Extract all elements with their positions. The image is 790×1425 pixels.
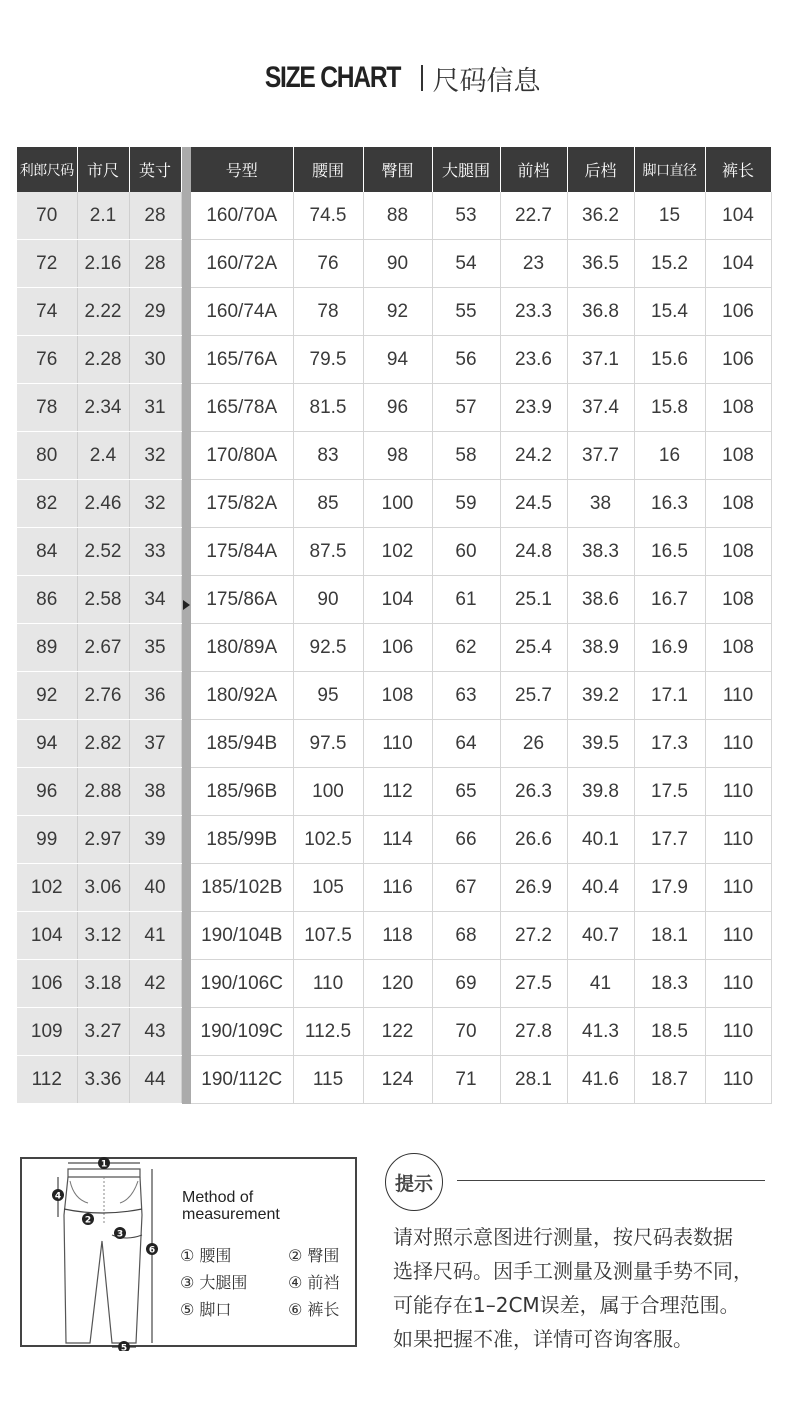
table-cell: 110 [705,864,771,912]
table-cell: 24.8 [500,528,567,576]
table-cell: 23.6 [500,336,567,384]
legend-hip: ② 臀围 [288,1246,340,1265]
table-cell: 18.1 [634,912,705,960]
table-cell: 63 [432,672,500,720]
table-cell: 70 [432,1008,500,1056]
table-cell: 23.3 [500,288,567,336]
table-cell: 3.12 [77,912,129,960]
table-cell: 41.3 [567,1008,634,1056]
row-divider [181,1056,191,1104]
table-cell: 76 [293,240,363,288]
table-cell: 110 [363,720,432,768]
table-cell: 112 [17,1056,77,1104]
table-cell: 109 [17,1008,77,1056]
table-cell: 105 [293,864,363,912]
row-divider [181,240,191,288]
header-model: 号型 [191,147,293,192]
measurement-title-line1: Method of [182,1189,254,1206]
table-cell: 110 [705,816,771,864]
measurement-box [20,1157,357,1351]
table-row [17,1008,771,1056]
table-cell: 25.7 [500,672,567,720]
table-cell: 36.8 [567,288,634,336]
table-cell: 55 [432,288,500,336]
table-cell: 82 [17,480,77,528]
table-cell: 15.2 [634,240,705,288]
table-cell: 65 [432,768,500,816]
table-cell: 102 [17,864,77,912]
table-cell: 95 [293,672,363,720]
table-cell: 40.1 [567,816,634,864]
table-cell: 2.76 [77,672,129,720]
table-cell: 76 [17,336,77,384]
table-cell: 16.9 [634,624,705,672]
table-cell: 2.88 [77,768,129,816]
table-row [17,960,771,1008]
svg-text:2: 2 [84,1215,92,1226]
table-cell: 36 [129,672,181,720]
table-cell: 92 [363,288,432,336]
table-cell: 40.7 [567,912,634,960]
table-cell: 104 [363,576,432,624]
table-cell: 185/96B [191,768,293,816]
table-cell: 108 [705,432,771,480]
table-cell: 3.06 [77,864,129,912]
table-cell: 165/76A [191,336,293,384]
row-divider [181,816,191,864]
table-cell: 99 [17,816,77,864]
table-cell: 34 [129,576,181,624]
table-cell: 38.6 [567,576,634,624]
table-cell: 38.9 [567,624,634,672]
legend-hem: ⑤ 脚口 [180,1300,232,1319]
table-cell: 2.58 [77,576,129,624]
table-cell: 24.2 [500,432,567,480]
title-english: SIZE CHART [264,61,400,94]
table-cell: 28 [129,240,181,288]
marker-1 [98,1157,110,1170]
table-cell: 18.3 [634,960,705,1008]
table-cell: 110 [705,672,771,720]
table-row [17,912,771,960]
legend-thigh: ③ 大腿围 [180,1273,248,1292]
table-row [17,192,771,240]
table-cell: 15.8 [634,384,705,432]
table-cell: 38 [567,480,634,528]
legend-length: ⑥ 裤长 [288,1300,340,1319]
table-cell: 17.5 [634,768,705,816]
table-cell: 110 [705,720,771,768]
table-cell: 108 [705,576,771,624]
table-cell: 92.5 [293,624,363,672]
table-cell: 25.1 [500,576,567,624]
table-cell: 106 [363,624,432,672]
table-cell: 114 [363,816,432,864]
table-row [17,288,771,336]
table-row [17,768,771,816]
marker-6 [146,1243,158,1256]
table-cell: 112.5 [293,1008,363,1056]
table-cell: 54 [432,240,500,288]
table-cell: 110 [705,912,771,960]
legend-front-rise: ④ 前裆 [288,1273,340,1292]
table-cell: 36.2 [567,192,634,240]
table-cell: 122 [363,1008,432,1056]
table-cell: 2.16 [77,240,129,288]
table-cell: 190/109C [191,1008,293,1056]
table-cell: 185/99B [191,816,293,864]
table-cell: 41 [129,912,181,960]
table-row [17,336,771,384]
table-cell: 18.7 [634,1056,705,1104]
table-cell: 165/78A [191,384,293,432]
pants-diagram [28,1155,168,1351]
table-cell: 106 [17,960,77,1008]
table-cell: 16.5 [634,528,705,576]
table-cell: 3.18 [77,960,129,1008]
header-shichi: 市尺 [77,147,129,192]
table-cell: 81.5 [293,384,363,432]
table-cell: 106 [705,336,771,384]
table-cell: 160/70A [191,192,293,240]
table-cell: 2.22 [77,288,129,336]
row-divider [181,672,191,720]
table-row [17,528,771,576]
title-separator [421,65,423,91]
table-cell: 36.5 [567,240,634,288]
table-cell: 3.27 [77,1008,129,1056]
table-cell: 17.1 [634,672,705,720]
table-row [17,720,771,768]
table-cell: 175/84A [191,528,293,576]
table-cell: 53 [432,192,500,240]
table-cell: 27.5 [500,960,567,1008]
table-cell: 2.1 [77,192,129,240]
table-cell: 74 [17,288,77,336]
table-cell: 108 [705,624,771,672]
table-cell: 2.28 [77,336,129,384]
table-cell: 110 [705,1008,771,1056]
table-cell: 70 [17,192,77,240]
table-cell: 40.4 [567,864,634,912]
table-cell: 44 [129,1056,181,1104]
table-cell: 85 [293,480,363,528]
table-cell: 15.4 [634,288,705,336]
tips-line-2: 选择尺码。因手工测量及测量手势不同， [393,1259,753,1283]
legend-waist: ① 腰围 [180,1246,232,1265]
measurement-legend [180,1243,378,1320]
table-header-row [17,147,771,192]
table-cell: 83 [293,432,363,480]
table-cell: 190/106C [191,960,293,1008]
table-cell: 23 [500,240,567,288]
row-divider [181,384,191,432]
table-cell: 64 [432,720,500,768]
table-cell: 15.6 [634,336,705,384]
table-cell: 110 [705,1056,771,1104]
table-cell: 118 [363,912,432,960]
table-cell: 37 [129,720,181,768]
table-cell: 25.4 [500,624,567,672]
table-cell: 110 [705,768,771,816]
table-cell: 59 [432,480,500,528]
table-cell: 35 [129,624,181,672]
table-cell: 72 [17,240,77,288]
table-cell: 94 [363,336,432,384]
row-divider [181,432,191,480]
table-cell: 87.5 [293,528,363,576]
row-divider [181,192,191,240]
table-cell: 78 [293,288,363,336]
table-cell: 170/80A [191,432,293,480]
table-cell: 24.5 [500,480,567,528]
table-cell: 41.6 [567,1056,634,1104]
table-cell: 2.4 [77,432,129,480]
table-cell: 190/112C [191,1056,293,1104]
page-title [0,56,790,100]
row-divider [181,480,191,528]
table-cell: 61 [432,576,500,624]
table-cell: 100 [363,480,432,528]
table-cell: 69 [432,960,500,1008]
table-cell: 98 [363,432,432,480]
table-cell: 16.3 [634,480,705,528]
table-row [17,1056,771,1104]
table-cell: 92 [17,672,77,720]
table-row [17,480,771,528]
table-cell: 84 [17,528,77,576]
header-length: 裤长 [705,147,771,192]
table-row [17,672,771,720]
table-row [17,624,771,672]
header-divider [181,147,191,192]
table-cell: 89 [17,624,77,672]
table-cell: 110 [293,960,363,1008]
marker-2 [82,1213,94,1226]
table-cell: 160/74A [191,288,293,336]
svg-text:3: 3 [116,1229,124,1240]
tips-label: 提示 [385,1153,443,1211]
header-waist: 腰围 [293,147,363,192]
table-cell: 104 [705,240,771,288]
table-row [17,384,771,432]
table-cell: 60 [432,528,500,576]
table-row [17,816,771,864]
table-cell: 26.6 [500,816,567,864]
header-thigh: 大腿围 [432,147,500,192]
table-cell: 66 [432,816,500,864]
table-cell: 97.5 [293,720,363,768]
table-cell: 62 [432,624,500,672]
table-cell: 26.9 [500,864,567,912]
svg-text:5: 5 [120,1343,128,1351]
measurement-title [182,1189,280,1223]
table-cell: 32 [129,480,181,528]
table-cell: 18.5 [634,1008,705,1056]
table-cell: 185/102B [191,864,293,912]
svg-text:4: 4 [54,1191,62,1202]
table-cell: 16 [634,432,705,480]
table-cell: 96 [17,768,77,816]
table-cell: 2.46 [77,480,129,528]
table-cell: 71 [432,1056,500,1104]
table-cell: 39.5 [567,720,634,768]
table-cell: 108 [363,672,432,720]
table-cell: 104 [17,912,77,960]
table-cell: 38.3 [567,528,634,576]
table-cell: 175/86A [191,576,293,624]
svg-text:6: 6 [148,1245,156,1256]
row-divider [181,1008,191,1056]
table-cell: 39.2 [567,672,634,720]
table-cell: 107.5 [293,912,363,960]
row-divider [181,288,191,336]
tips-text [393,1220,788,1356]
table-cell: 102 [363,528,432,576]
table-cell: 88 [363,192,432,240]
table-cell: 190/104B [191,912,293,960]
table-cell: 96 [363,384,432,432]
table-cell: 185/94B [191,720,293,768]
table-cell: 108 [705,528,771,576]
table-cell: 26.3 [500,768,567,816]
table-cell: 16.7 [634,576,705,624]
table-cell: 17.7 [634,816,705,864]
title-chinese: 尺码信息 [432,65,541,97]
table-cell: 80 [17,432,77,480]
table-cell: 110 [705,960,771,1008]
header-inch: 英寸 [129,147,181,192]
header-front-rise: 前档 [500,147,567,192]
table-row [17,432,771,480]
table-cell: 56 [432,336,500,384]
table-cell: 28 [129,192,181,240]
table-cell: 15 [634,192,705,240]
row-divider [181,528,191,576]
table-cell: 160/72A [191,240,293,288]
header-hip: 臀围 [363,147,432,192]
table-cell: 58 [432,432,500,480]
row-divider [181,768,191,816]
table-cell: 37.7 [567,432,634,480]
table-cell: 27.2 [500,912,567,960]
table-cell: 43 [129,1008,181,1056]
table-cell: 37.4 [567,384,634,432]
tips-line-3: 可能存在1–2CM误差，属于合理范围。 [393,1293,740,1317]
row-divider [181,960,191,1008]
row-divider [181,336,191,384]
table-cell: 108 [705,384,771,432]
table-cell: 41 [567,960,634,1008]
table-row [17,864,771,912]
table-cell: 175/82A [191,480,293,528]
table-cell: 180/92A [191,672,293,720]
table-cell: 26 [500,720,567,768]
table-cell: 39 [129,816,181,864]
table-cell: 68 [432,912,500,960]
table-cell: 42 [129,960,181,1008]
table-cell: 2.67 [77,624,129,672]
table-cell: 79.5 [293,336,363,384]
row-divider [181,624,191,672]
table-cell: 57 [432,384,500,432]
table-cell: 40 [129,864,181,912]
table-cell: 2.97 [77,816,129,864]
header-hem-diameter: 脚口直径 [634,147,705,192]
table-cell: 23.9 [500,384,567,432]
table-row [17,240,771,288]
table-cell: 120 [363,960,432,1008]
table-cell: 3.36 [77,1056,129,1104]
table-cell: 108 [705,480,771,528]
table-cell: 17.3 [634,720,705,768]
table-cell: 116 [363,864,432,912]
table-cell: 37.1 [567,336,634,384]
row-divider [181,912,191,960]
table-cell: 32 [129,432,181,480]
table-cell: 39.8 [567,768,634,816]
table-cell: 90 [293,576,363,624]
table-cell: 94 [17,720,77,768]
table-cell: 180/89A [191,624,293,672]
row-divider [181,720,191,768]
table-cell: 2.82 [77,720,129,768]
table-cell: 31 [129,384,181,432]
header-lilang-size: 利郎尺码 [17,147,77,192]
svg-text:1: 1 [100,1159,108,1170]
tips-line-1: 请对照示意图进行测量，按尺码表数据 [393,1225,733,1249]
row-divider [181,864,191,912]
table-cell: 33 [129,528,181,576]
table-cell: 38 [129,768,181,816]
table-cell: 22.7 [500,192,567,240]
size-table [17,147,772,1104]
table-cell: 74.5 [293,192,363,240]
table-cell: 2.34 [77,384,129,432]
table-cell: 90 [363,240,432,288]
table-cell: 67 [432,864,500,912]
table-cell: 17.9 [634,864,705,912]
table-cell: 29 [129,288,181,336]
table-cell: 28.1 [500,1056,567,1104]
table-cell: 115 [293,1056,363,1104]
table-cell: 78 [17,384,77,432]
table-row [17,576,771,624]
table-cell: 27.8 [500,1008,567,1056]
table-cell: 106 [705,288,771,336]
table-cell: 102.5 [293,816,363,864]
table-cell: 104 [705,192,771,240]
table-cell: 124 [363,1056,432,1104]
marker-4 [52,1189,64,1202]
row-marker-arrow [183,600,190,610]
table-cell: 112 [363,768,432,816]
measurement-title-line2: measurement [182,1206,280,1223]
tips-divider [457,1180,765,1181]
table-cell: 86 [17,576,77,624]
table-cell: 30 [129,336,181,384]
tips-line-4: 如果把握不准，详情可咨询客服。 [393,1327,693,1351]
table-cell: 2.52 [77,528,129,576]
header-back-rise: 后档 [567,147,634,192]
table-cell: 100 [293,768,363,816]
